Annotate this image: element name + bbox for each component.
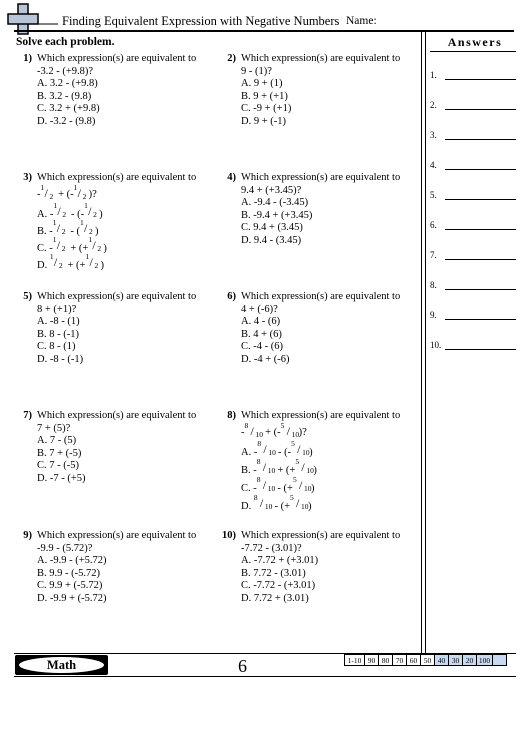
- question-expression: -3.2 - (+9.8)?: [37, 65, 94, 77]
- option-b[interactable]: B. 9 + (+1): [241, 90, 288, 102]
- option-b[interactable]: B. 7 + (-5): [37, 447, 82, 459]
- option-b[interactable]: B. - 8 / 10 + (+ 5 / 10 ): [241, 456, 317, 476]
- answer-number: 10.: [430, 340, 442, 350]
- answer-line-2[interactable]: [430, 96, 516, 110]
- score-cell: 20: [463, 654, 477, 666]
- question-number: 8): [227, 410, 236, 421]
- option-c[interactable]: C. 9.9 + (-5.72): [37, 580, 103, 592]
- score-cell: 30: [449, 654, 463, 666]
- option-c[interactable]: C. - 8 / 10 - (+ 5 / 10 ): [241, 474, 315, 494]
- question-prompt: Which expression(s) are equivalent to: [37, 53, 197, 64]
- score-cell: 90: [365, 654, 379, 666]
- option-d[interactable]: D. -4 + (-6): [241, 353, 290, 365]
- question-number: 1): [23, 53, 32, 64]
- option-c[interactable]: C. 3.2 + (+9.8): [37, 103, 100, 115]
- question-expression: 9.4 + (+3.45)?: [241, 184, 302, 196]
- option-b[interactable]: B. -9.4 + (+3.45): [241, 209, 313, 221]
- option-b[interactable]: B. 3.2 - (9.8): [37, 90, 92, 102]
- question-number: 5): [23, 291, 32, 302]
- option-c[interactable]: C. - 1 / 2 + (+ 1 / 2 ): [37, 234, 107, 254]
- option-a[interactable]: A. -9.9 - (+5.72): [37, 555, 107, 566]
- option-b[interactable]: B. 8 - (-1): [37, 328, 79, 340]
- subject-label: Math: [19, 657, 104, 673]
- question-expression: - 1 / 2 + (- 1 / 2 )?: [37, 182, 97, 201]
- question-expression: -7.72 - (3.01)?: [241, 542, 302, 554]
- option-a[interactable]: A. 4 - (6): [241, 316, 281, 327]
- option-d[interactable]: D. 1 / 2 + (+ 1 / 2 ): [37, 251, 104, 271]
- option-a[interactable]: A. - 1 / 2 - (- 1 / 2 ): [37, 200, 103, 220]
- option-a[interactable]: A. 7 - (5): [37, 435, 77, 446]
- question-prompt: Which expression(s) are equivalent to: [37, 530, 197, 541]
- answer-line-8[interactable]: [430, 276, 516, 290]
- question-expression: 8 + (+1)?: [37, 303, 77, 315]
- option-a[interactable]: A. 3.2 - (+9.8): [37, 78, 98, 89]
- answer-line-5[interactable]: [430, 186, 516, 200]
- instructions: Solve each problem.: [16, 36, 115, 48]
- option-d[interactable]: D. -9.9 + (-5.72): [37, 592, 107, 604]
- score-cell: 50: [421, 654, 435, 666]
- score-cell-blank: [493, 654, 507, 666]
- score-range: 1-10: [344, 654, 365, 666]
- answer-line-6[interactable]: [430, 216, 516, 230]
- answer-line-10[interactable]: [430, 336, 516, 350]
- question-number: 2): [227, 53, 236, 64]
- question-expression: -9.9 - (5.72)?: [37, 542, 93, 554]
- option-c[interactable]: C. -9 + (+1): [241, 103, 292, 115]
- column-divider: [421, 31, 426, 654]
- option-c[interactable]: C. -4 - (6): [241, 341, 283, 353]
- score-table: [344, 654, 507, 666]
- option-a[interactable]: A. -7.72 + (+3.01): [241, 555, 319, 566]
- question-number: 6): [227, 291, 236, 302]
- answers-title: Answers: [447, 35, 503, 49]
- question-expression: 9 - (1)?: [241, 65, 272, 77]
- option-b[interactable]: B. 9.9 - (-5.72): [37, 567, 100, 579]
- option-a[interactable]: A. - 8 / 10 - (- 5 / 10 ): [241, 438, 313, 458]
- option-a[interactable]: A. -9.4 - (-3.45): [241, 197, 309, 208]
- question-prompt: Which expression(s) are equivalent to: [241, 410, 401, 421]
- option-d[interactable]: D. -7 - (+5): [37, 472, 86, 484]
- option-c[interactable]: C. 7 - (-5): [37, 460, 79, 472]
- name-label: Name:: [346, 15, 377, 27]
- question-number: 7): [23, 410, 32, 421]
- answer-line-7[interactable]: [430, 246, 516, 260]
- answers-underline: [430, 51, 516, 52]
- option-d[interactable]: D. -8 - (-1): [37, 353, 84, 365]
- answer-number: 8.: [430, 280, 437, 290]
- option-d[interactable]: D. 7.72 + (3.01): [241, 592, 309, 604]
- answer-line-9[interactable]: [430, 306, 516, 320]
- option-a[interactable]: A. 9 + (1): [241, 78, 283, 89]
- answer-line-3[interactable]: [430, 126, 516, 140]
- option-d[interactable]: D. 8 / 10 - (+ 5 / 10 ): [241, 492, 312, 512]
- question-prompt: Which expression(s) are equivalent to: [241, 530, 401, 541]
- option-c[interactable]: C. 9.4 + (3.45): [241, 222, 303, 234]
- option-d[interactable]: D. 9.4 - (3.45): [241, 234, 302, 246]
- question-prompt: Which expression(s) are equivalent to: [37, 291, 197, 302]
- question-expression: 7 + (5)?: [37, 422, 71, 434]
- option-b[interactable]: B. 4 + (6): [241, 328, 282, 340]
- question-expression: 4 + (-6)?: [241, 303, 278, 315]
- question-number: 4): [227, 172, 236, 183]
- answer-number: 4.: [430, 160, 437, 170]
- question-prompt: Which expression(s) are equivalent to: [37, 172, 197, 183]
- score-cell: 70: [393, 654, 407, 666]
- page-title: Finding Equivalent Expression with Negative Numbers: [62, 14, 340, 28]
- answer-number: 7.: [430, 250, 437, 260]
- option-c[interactable]: C. -7.72 - (+3.01): [241, 580, 316, 592]
- answer-number: 3.: [430, 130, 437, 140]
- question-number: 9): [23, 530, 32, 541]
- answer-number: 2.: [430, 100, 437, 110]
- answer-number: 9.: [430, 310, 437, 320]
- question-prompt: Which expression(s) are equivalent to: [241, 172, 401, 183]
- question-prompt: Which expression(s) are equivalent to: [241, 53, 401, 64]
- score-cell: 80: [379, 654, 393, 666]
- footer-rule-bottom: [14, 676, 516, 677]
- answer-number: 1.: [430, 70, 437, 80]
- page-number: 6: [238, 656, 247, 676]
- option-d[interactable]: D. 9 + (-1): [241, 115, 286, 127]
- answer-line-4[interactable]: [430, 156, 516, 170]
- question-number: 10): [222, 530, 236, 541]
- option-a[interactable]: A. -8 - (1): [37, 316, 80, 327]
- score-cell: 40: [435, 654, 449, 666]
- subject-badge: [15, 655, 108, 675]
- score-cell: 60: [407, 654, 421, 666]
- answer-line-1[interactable]: [430, 66, 516, 80]
- option-d[interactable]: D. -3.2 - (9.8): [37, 115, 96, 127]
- option-c[interactable]: C. 8 - (1): [37, 341, 76, 353]
- question-expression: - 8 / 10 + (- 5 / 10 )?: [241, 420, 307, 439]
- question-prompt: Which expression(s) are equivalent to: [37, 410, 197, 421]
- option-b[interactable]: B. - 1 / 2 - ( 1 / 2 ): [37, 217, 99, 237]
- option-b[interactable]: B. 7.72 - (3.01): [241, 567, 306, 579]
- question-prompt: Which expression(s) are equivalent to: [241, 291, 401, 302]
- question-number: 3): [23, 172, 32, 183]
- answer-number: 6.: [430, 220, 437, 230]
- answer-number: 5.: [430, 190, 437, 200]
- header-rule: [14, 30, 514, 32]
- score-cell: 100: [477, 654, 493, 666]
